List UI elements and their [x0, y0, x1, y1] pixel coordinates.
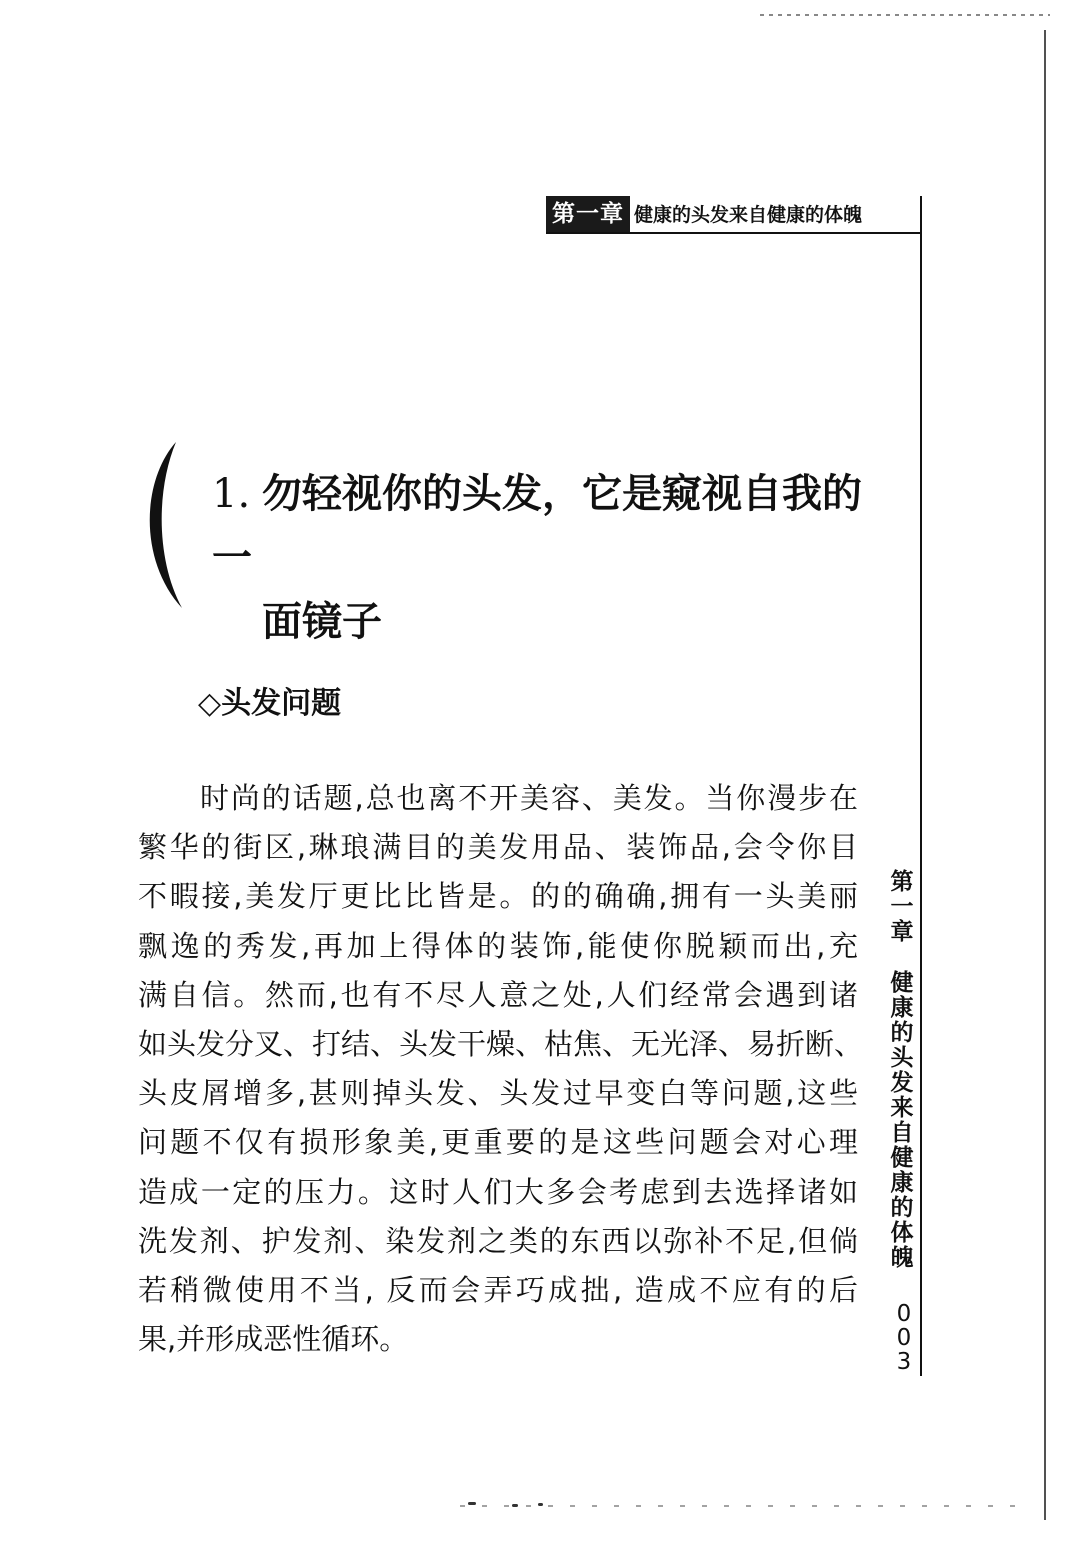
scan-speck — [468, 1502, 476, 1505]
body-line: 问题不仅有损形象美,更重要的是这些问题会对心理 — [138, 1125, 858, 1160]
page-number — [892, 1302, 916, 1374]
scan-edge-top — [760, 14, 1050, 16]
body-line: 果,并形成恶性循环。 — [138, 1322, 409, 1357]
margin-rule — [920, 196, 922, 1376]
page-number-digit: 0 — [896, 1325, 912, 1351]
side-chapter-char: 一 — [890, 894, 914, 920]
side-title-char: 自 — [890, 1120, 914, 1146]
chapter-title: 健康的头发来自健康的体魄 — [634, 204, 863, 226]
crescent-ornament — [134, 440, 194, 610]
side-title-char: 的 — [890, 1020, 914, 1046]
side-title-char: 健 — [890, 1145, 914, 1171]
side-title-char: 头 — [890, 1045, 914, 1071]
side-title-char: 体 — [890, 1220, 914, 1246]
side-running-header — [886, 870, 918, 1271]
body-line: 时尚的话题,总也离不开美容、美发。当你漫步在 — [200, 781, 858, 815]
scan-edge-bottom — [460, 1505, 1020, 1507]
running-header — [546, 196, 866, 232]
body-line: 飘逸的秀发,再加上得体的装饰,能使你脱颖而出,充 — [138, 928, 858, 963]
side-title-char: 魄 — [890, 1245, 914, 1271]
side-chapter-char: 章 — [890, 919, 914, 945]
side-title-char: 发 — [890, 1070, 914, 1096]
side-title-char: 康 — [890, 1170, 914, 1196]
body-paragraph — [138, 774, 864, 1364]
section-title-line-1: 勿轻视你的头发，它是窥视自我的一 — [212, 470, 862, 581]
section-heading — [212, 462, 872, 654]
side-title-char: 康 — [890, 995, 914, 1021]
body-line: 造成一定的压力。这时人们大多会考虑到去选择诸如 — [138, 1174, 858, 1209]
body-line: 繁华的街区,琳琅满目的美发用品、装饰品,会令你目 — [138, 830, 858, 865]
body-line: 洗发剂、护发剂、染发剂之类的东西以弥补不足,但倘 — [138, 1223, 858, 1258]
body-line: 如头发分叉、打结、头发干燥、枯焦、无光泽、易折断、 — [138, 1026, 864, 1061]
side-chapter-char: 第 — [890, 869, 914, 895]
page-number-digit: 0 — [896, 1301, 912, 1327]
subheading: ◇头发问题 — [198, 686, 342, 721]
scan-edge-right — [1044, 30, 1046, 1520]
side-title-char: 健 — [890, 970, 914, 996]
scan-speck — [538, 1503, 543, 1506]
scan-speck — [512, 1504, 518, 1507]
body-line: 不暇接,美发厅更比比皆是。的的确确,拥有一头美丽 — [138, 879, 859, 914]
side-title-char: 来 — [890, 1095, 914, 1121]
body-line: 若稍微使用不当, 反而会弄巧成拙, 造成不应有的后 — [138, 1272, 858, 1307]
page-number-digit: 3 — [896, 1349, 912, 1375]
section-number: 1. — [212, 471, 251, 517]
side-title-char: 的 — [890, 1195, 914, 1221]
header-underline — [546, 232, 922, 234]
chapter-tag: 第一章 — [546, 196, 630, 232]
section-title-line-2: 面镜子 — [262, 598, 382, 645]
body-line: 满自信。然而,也有不尽人意之处,人们经常会遇到诸 — [138, 977, 858, 1012]
body-line: 头皮屑增多,甚则掉头发、头发过早变白等问题,这些 — [138, 1076, 858, 1111]
